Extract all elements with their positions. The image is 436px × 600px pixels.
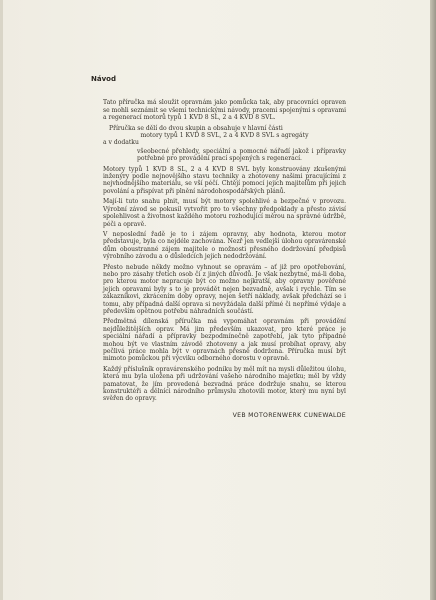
- paragraph-manual-purpose: Předmětná dílenská příručka má vypomáhat opravnám při provádění nejdůležitějších oprav. Má jim především ukazovat, pro které práce je speciální nářadí a přípravky bezpodmínečně zapotřebí, jak tyto případné mohou být ve vlastním závodě zhotoveny a jak musí probíhat opravy, aby pečlivá práce mohla být v opravnách přesně dodržena. Příručka musí být mimoto pomůckou při výcviku odborného dorostu v opravně.: [103, 318, 346, 363]
- paragraph-structure-appendix: všeobecné přehledy, speciální a pomocné nářadí jakož i přípravky potřebné pro provádění prací spojených s regenerací.: [137, 147, 346, 163]
- paragraph-structure: Příručka se dělí do dvou skupin a obsahuje v hlavní části: [109, 124, 283, 132]
- paragraph-repairs: Přesto nebude někdy možno vyhnout se opravám – ať již pro opotřebování, nebo pro zásahy třetích osob či z jiných důvodů. Je však nezbytné, má-li doba, pro kterou motor nepracuje být co možno nejkratší, aby opravny pověřené jejich opravami byly s to je provádět nejen bezvadně, avšak i rychle. Tím se zákazníkovi, zkrácením doby opravy, nejen šetří náklady, avšak předchází se i tomu, aby případná další oprava si nevyžádala další přímé či nepřímé výdaje a především opětnou potřebu náhradních součástí.: [103, 263, 346, 315]
- paragraph-interest: V neposlední řadě je to i zájem opravny, aby hodnota, kterou motor představuje, byla co nejdéle zachována. Nezř jen vedlejší úlohou opravárenské dům oboustranné zájem majitele o možnosti přesného dodržování předpisů výrobního závodu a o důsledcích jejich nedodržování.: [103, 230, 346, 261]
- page-right-edge: [430, 0, 436, 600]
- paragraph-structure-appendix-label: a v dodatku: [103, 139, 139, 147]
- paragraph-motors: Motory typů 1 KVD 8 SL, 2 a 4 KVD 8 SVL byly konstruovány zkušenými inženýry podle nejnovějšího stavu techniky a zhotoveny našimi pracujícími z nejvhodnějšího materiálu, se vší péčí. Chtějí pomocí jejich majitelům při jejich povolání a přispívat při plnění národohospodářských plánů.: [103, 165, 346, 195]
- document-body: [91, 75, 347, 419]
- page-title: Návod: [91, 75, 116, 83]
- paragraph-responsibility: Každý příslušník opravárenského podniku by měl mít na mysli důležitou úlohu, která mu byla uložena při udržování vašeho národního majetku; měl by vždy pamatovat, že jím provedená bezvadná práce dodržuje snahu, se kterou konstruktéři a dělníci národního průmyslu zhotovili motor, který mu nyní byl svěřen do opravy.: [103, 365, 346, 403]
- page-left-edge: [0, 0, 3, 600]
- paragraph-structure-main: motory typů 1 KVD 8 SVL, 2 a 4 KVD 8 SVL s agregáty: [140, 132, 309, 140]
- signature: VEB MOTORENWERK CUNEWALDE: [232, 411, 346, 419]
- paragraph-intro: Tato příručka má sloužit opravnám jako pomůcka tak, aby pracovníci opraven se mohli seznámit se všemi technickými návody, pracemi spojenými s opravami a regenerací motorů typů 1 KVD 8 SL, 2 a 4 KVD 8 SVL.: [103, 99, 347, 122]
- paragraph-reliability: Mají-li tuto snahu plnit, musí být motory spolehlivé a bezpečné v provozu. Výrobní závod se pokusil vytvořit pro to všechny předpoklady a přesto závisí spolehlivost a životnost každého motoru rozhodující měrou na správné údržbě, péči a opravě.: [103, 198, 346, 228]
